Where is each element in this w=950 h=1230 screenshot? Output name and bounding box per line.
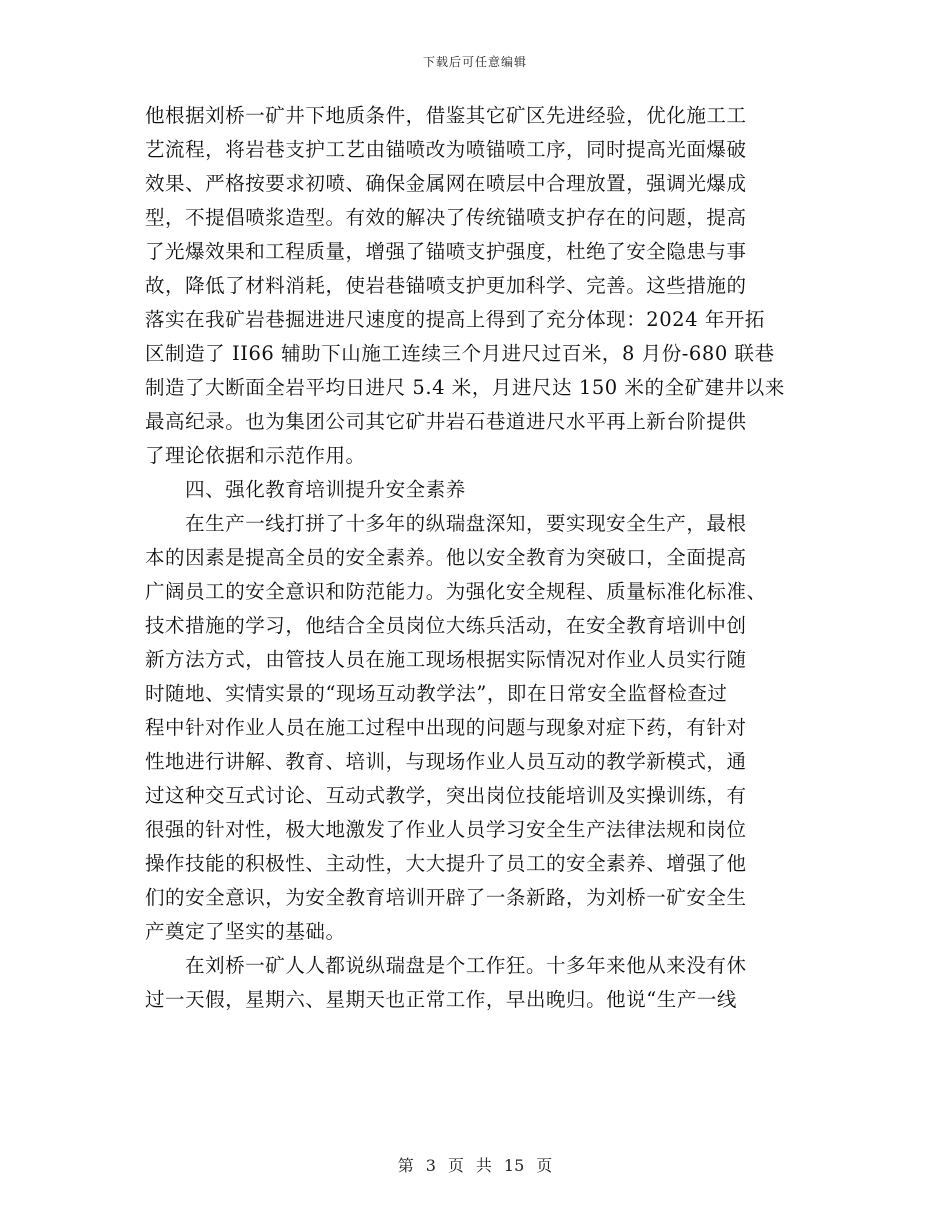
total-pages: 15: [503, 1156, 525, 1175]
text-line: 效果、严格按要求初喷、确保金属网在喷层中合理放置，强调光爆成: [145, 172, 747, 195]
text-line: 很强的针对性，极大地激发了作业人员学习安全生产法律法规和岗位: [145, 818, 747, 841]
text-line: 性地进行讲解、教育、培训，与现场作业人员互动的教学新模式，通: [145, 750, 747, 773]
text-line: 新方法方式，由管技人员在施工现场根据实际情况对作业人员实行随: [145, 648, 747, 671]
text-line: 他根据刘桥一矿井下地质条件，借鉴其它矿区先进经验，优化施工工: [145, 104, 747, 127]
footer-total-label: 共: [475, 1156, 492, 1175]
document-body: [145, 99, 815, 1017]
text-line: 时随地、实情实景的“现场互动教学法”，即在日常安全监督检查过: [145, 682, 728, 705]
section-heading: 四、强化教育培训提升安全素养: [145, 478, 466, 501]
text-line: 故，降低了材料消耗，使岩巷锚喷支护更加科学、完善。这些措施的: [145, 274, 747, 297]
text-line: 程中针对作业人员在施工过程中出现的问题与现象对症下药，有针对: [145, 716, 747, 739]
page-number: 3: [425, 1156, 436, 1175]
text-line: 在刘桥一矿人人都说纵瑞盘是个工作狂。十多年来他从来没有休: [145, 954, 747, 977]
text-line: 最高纪录。也为集团公司其它矿井岩石巷道进尺水平再上新台阶提供: [145, 410, 747, 433]
text-line: 本的因素是提高全员的安全素养。他以安全教育为突破口，全面提高: [145, 546, 747, 569]
page-footer: [0, 1153, 950, 1176]
text-line: 技术措施的学习，他结合全员岗位大练兵活动，在安全教育培训中创: [145, 614, 747, 637]
text-line: 在生产一线打拼了十多年的纵瑞盘深知，要实现安全生产，最根: [145, 512, 747, 535]
text-line: 广阔员工的安全意识和防范能力。为强化安全规程、质量标准化标准、: [145, 580, 767, 603]
text-line: 了理论依据和示范作用。: [145, 444, 366, 467]
text-line: 制造了大断面全岩平均日进尺 5.4 米，月进尺达 150 米的全矿建井以来: [145, 376, 785, 399]
text-line: 产奠定了坚实的基础。: [145, 920, 346, 943]
text-line: 型，不提倡喷浆造型。有效的解决了传统锚喷支护存在的问题，提高: [145, 206, 747, 229]
footer-prefix: 第: [397, 1156, 414, 1175]
text-line: 操作技能的积极性、主动性，大大提升了员工的安全素养、增强了他: [145, 852, 747, 875]
text-line: 了光爆效果和工程质量，增强了锚喷支护强度，杜绝了安全隐患与事: [145, 240, 747, 263]
text-line: 过这种交互式讨论、互动式教学，突出岗位技能培训及实操训练，有: [145, 784, 747, 807]
text-line: 区制造了 II66 辅助下山施工连续三个月进尺过百米，8 月份-680 联巷: [145, 342, 775, 365]
text-line: 们的安全意识，为安全教育培训开辟了一条新路，为刘桥一矿安全生: [145, 886, 747, 909]
text-line: 过一天假，星期六、星期天也正常工作，早出晚归。他说“生产一线: [145, 988, 737, 1011]
text-line: 落实在我矿岩巷掘进进尺速度的提高上得到了充分体现：2024 年开拓: [145, 308, 765, 331]
text-line: 艺流程，将岩巷支护工艺由锚喷改为喷锚喷工序，同时提高光面爆破: [145, 138, 747, 161]
footer-suffix: 页: [536, 1156, 553, 1175]
footer-page-label: 页: [447, 1156, 464, 1175]
page-header: 下载后可任意编辑: [422, 55, 527, 69]
